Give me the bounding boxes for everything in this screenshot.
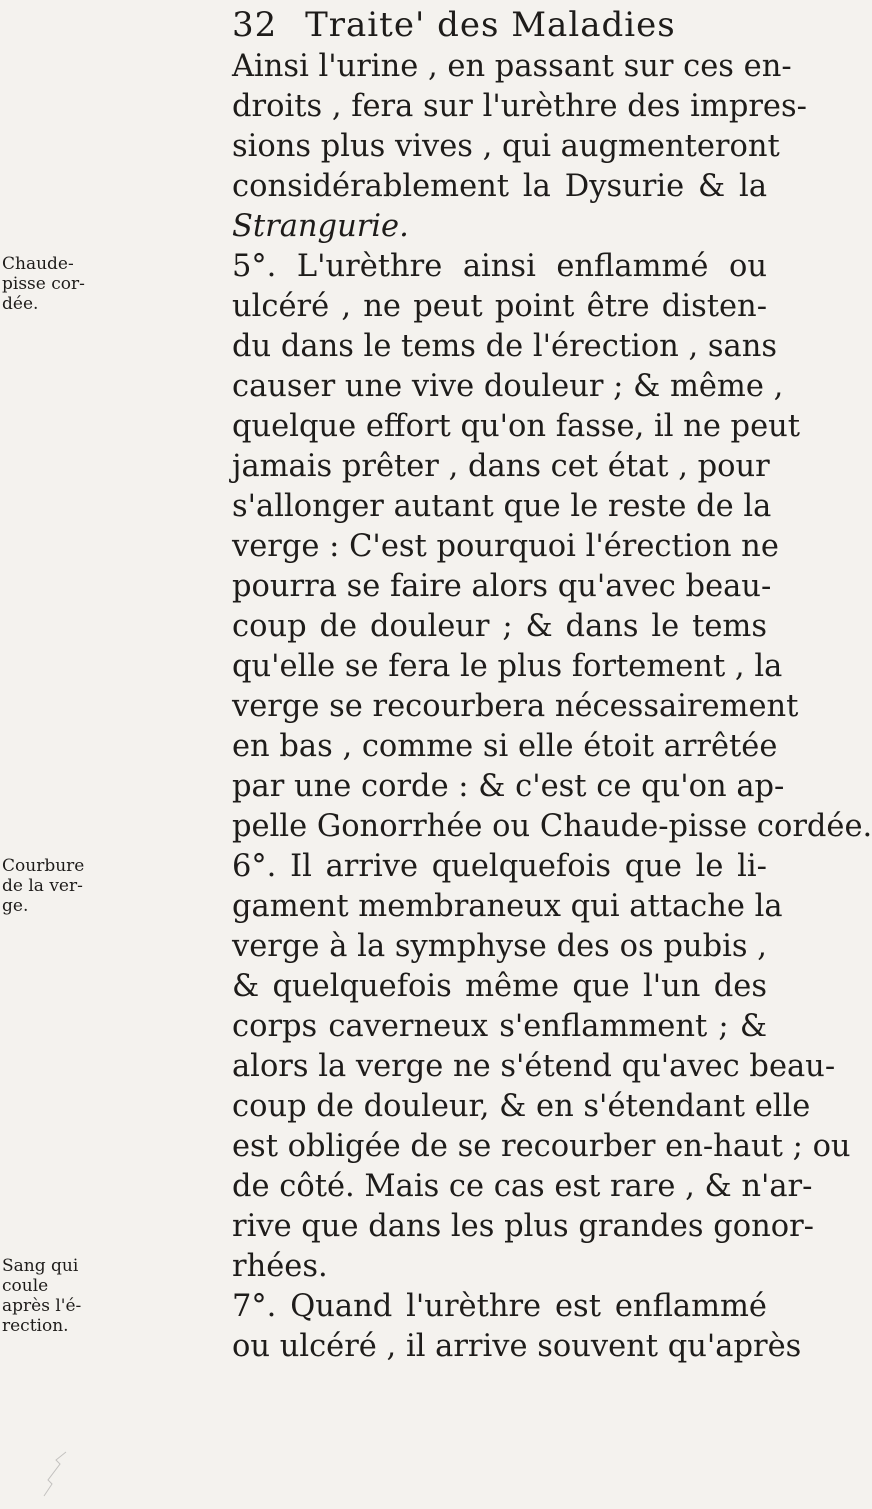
text-line: de côté. Mais ce cas est rare , & n'ar- [232, 1169, 813, 1204]
text-line: coup de douleur ; & dans le tems [232, 609, 767, 644]
running-header [232, 5, 676, 45]
text-line: sions plus vives , qui augmenteront [232, 129, 780, 164]
margin-note-line: Chaude- [2, 254, 74, 274]
margin-note-line: pisse cor- [2, 274, 85, 294]
margin-note-line: Courbure [2, 856, 85, 876]
text-line: verge : C'est pourquoi l'érection ne [232, 529, 779, 564]
text-line: quelque effort qu'on fasse, il ne peut [232, 409, 801, 444]
text-line: en bas , comme si elle étoit arrêtée [232, 729, 778, 764]
margin-note-line: après l'é- [2, 1296, 82, 1316]
text-line: Strangurie. [232, 209, 409, 244]
text-line: par une corde : & c'est ce qu'on ap- [232, 769, 785, 804]
margin-note-line: Sang qui [2, 1256, 79, 1276]
margin-note-line: rection. [2, 1316, 69, 1336]
margin-note-chaude-pisse [2, 254, 85, 314]
margin-note-line: de la ver- [2, 876, 83, 896]
text-line: pourra se faire alors qu'avec beau- [232, 569, 772, 604]
text-line: jamais prêter , dans cet état , pour [232, 449, 770, 484]
page-number: 32 [232, 5, 278, 45]
text-line: Ainsi l'urine , en passant sur ces en- [232, 49, 792, 84]
ink-smudge [40, 1450, 70, 1500]
text-line: est obligée de se recourber en-haut ; ou [232, 1129, 851, 1164]
text-line: verge à la symphyse des os pubis , [232, 929, 767, 964]
margin-note-courbure [2, 856, 84, 916]
running-title: Traite' des Maladies [305, 5, 676, 45]
text-line: 7°. Quand l'urèthre est enflammé [232, 1289, 767, 1324]
text-line: qu'elle se fera le plus fortement , la [232, 649, 783, 684]
text-line: 5°. L'urèthre ainsi enflammé ou [232, 249, 767, 284]
text-line: 6°. Il arrive quelquefois que le li- [232, 849, 767, 884]
text-line: considérablement la Dysurie & la [232, 169, 767, 204]
text-line: pelle Gonorrhée ou Chaude-pisse cordée. [232, 809, 872, 844]
text-line: ulcéré , ne peut point être disten- [232, 289, 767, 324]
text-line: verge se recourbera nécessairement [232, 689, 799, 724]
text-line: du dans le tems de l'érection , sans [232, 329, 778, 364]
text-line: corps caverneux s'enflamment ; & [232, 1009, 767, 1044]
margin-note-line: dée. [2, 294, 39, 314]
text-line: ou ulcéré , il arrive souvent qu'après [232, 1329, 802, 1364]
text-line: causer une vive douleur ; & même , [232, 369, 784, 404]
text-line: rhées. [232, 1249, 328, 1284]
text-line: & quelquefois même que l'un des [232, 969, 767, 1004]
text-line: rive que dans les plus grandes gonor- [232, 1209, 814, 1244]
margin-note-sang [2, 1256, 81, 1336]
margin-note-line: coule [2, 1276, 49, 1296]
margin-note-line: ge. [2, 896, 29, 916]
text-line: coup de douleur, & en s'étendant elle [232, 1089, 811, 1124]
text-line: s'allonger autant que le reste de la [232, 489, 772, 524]
text-line: droits , fera sur l'urèthre des impres- [232, 89, 807, 124]
text-line: alors la verge ne s'étend qu'avec beau- [232, 1049, 836, 1084]
text-line: gament membraneux qui attache la [232, 889, 783, 924]
